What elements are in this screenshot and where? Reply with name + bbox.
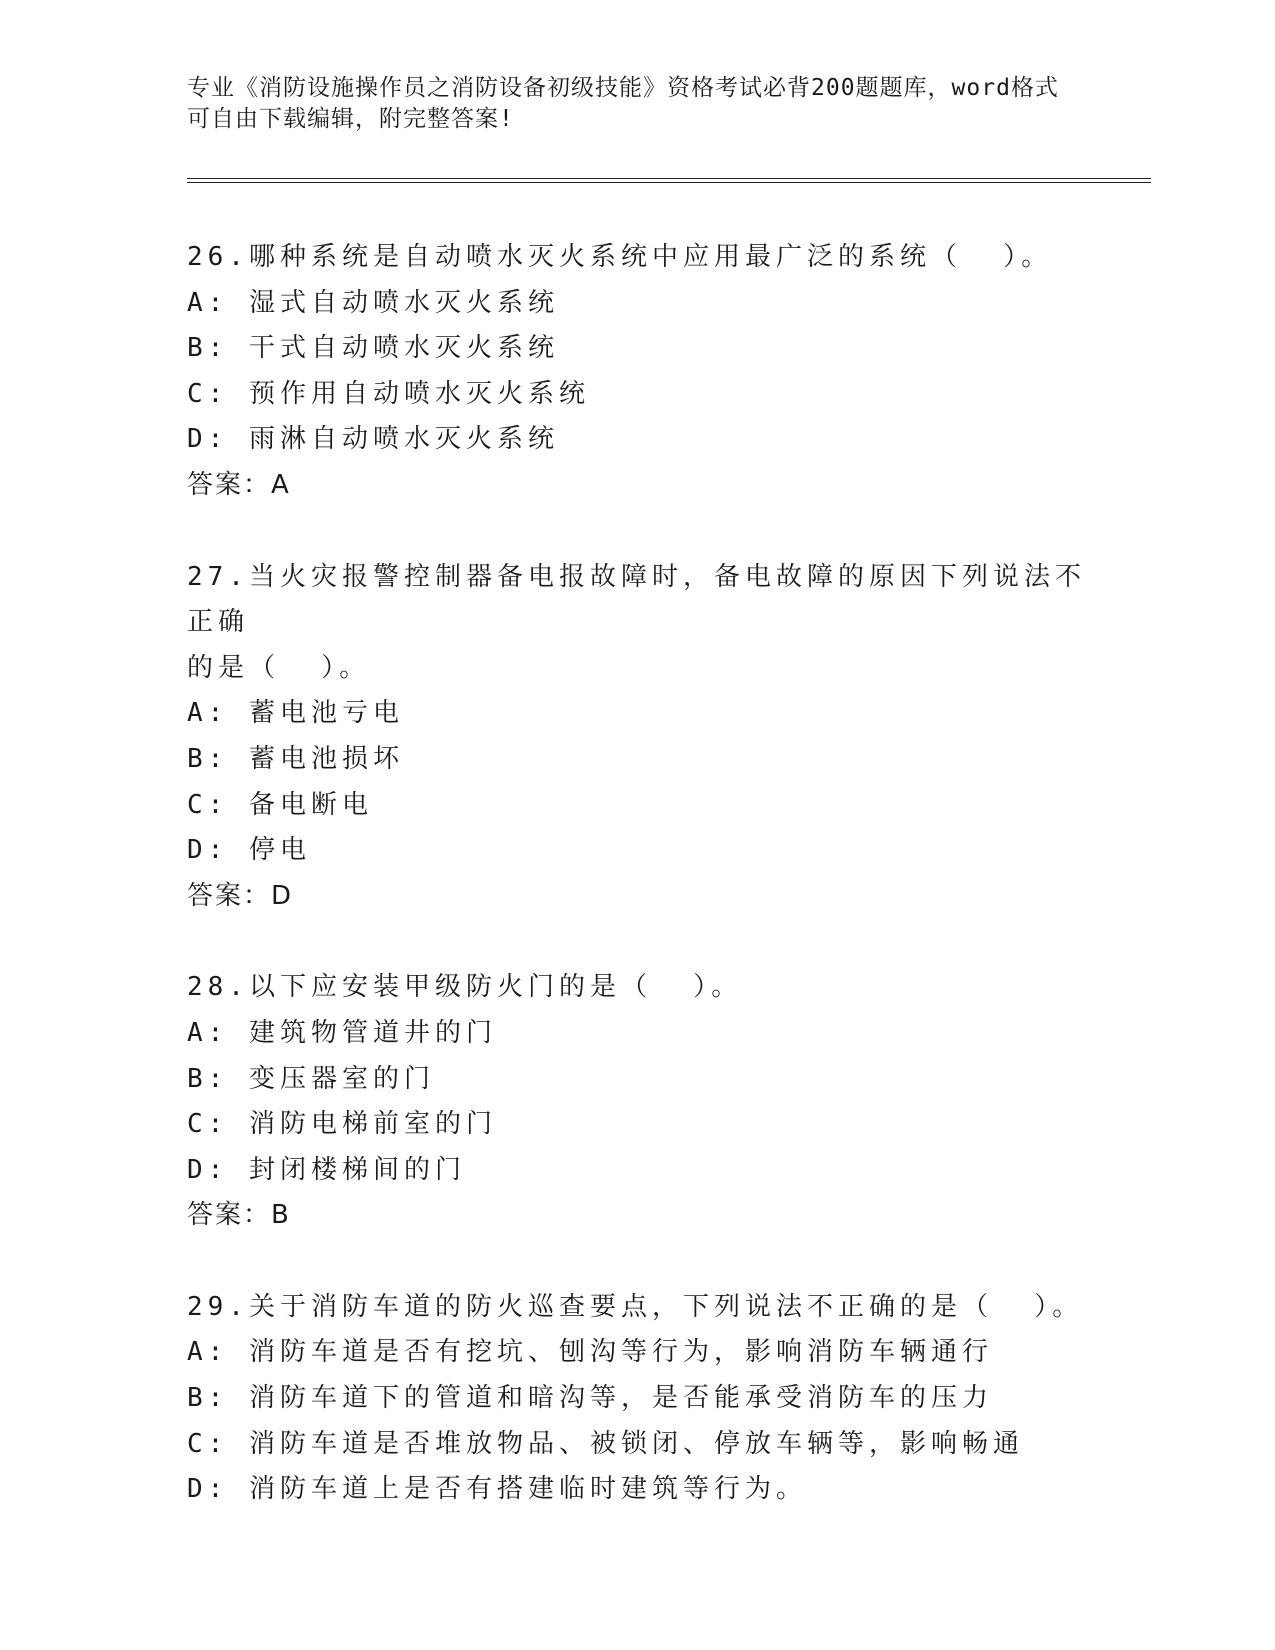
document-header: 专业《消防设施操作员之消防设备初级技能》资格考试必背200题题库，word格式可自由下载编辑，附完整答案! [187,75,1059,132]
option-c: C: 预作用自动喷水灭火系统 [187,378,590,409]
question-list [187,235,1087,1559]
question-28 [187,965,1087,1239]
option-d: D: 消防车道上是否有搭建临时建筑等行为。 [187,1474,807,1505]
option-a: A: 建筑物管道井的门 [187,1017,497,1048]
option-d: D: 封闭楼梯间的门 [187,1154,466,1185]
option-a: A: 蓄电池亏电 [187,698,404,729]
option-c: C: 消防电梯前室的门 [187,1109,497,1140]
question-stem-line-2: 的是（ ）。 [187,652,371,683]
option-b: B: 变压器室的门 [187,1063,435,1094]
answer: 答案：A [187,469,291,500]
option-c: C: 备电断电 [187,789,373,820]
option-a: A: 湿式自动喷水灭火系统 [187,287,559,318]
answer: 答案：B [187,1200,291,1231]
question-stem: 28.以下应安装甲级防火门的是（ ）。 [187,972,743,1003]
header-divider-top [187,178,1151,179]
option-a: A: 消防车道是否有挖坑、刨沟等行为，影响消防车辆通行 [187,1337,993,1368]
question-27 [187,555,1087,920]
question-26 [187,235,1087,509]
option-d: D: 雨淋自动喷水灭火系统 [187,424,559,455]
question-stem: 26.哪种系统是自动喷水灭火系统中应用最广泛的系统（ ）。 [187,242,1053,272]
header-divider-bottom [187,182,1151,183]
option-d: D: 停电 [187,835,311,866]
option-c: C: 消防车道是否堆放物品、被锁闭、停放车辆等，影响畅通 [187,1428,1024,1459]
question-stem-line-1: 27.当火灾报警控制器备电报故障时，备电故障的原因下列说法不正确 [187,561,1086,638]
option-b: B: 干式自动喷水灭火系统 [187,333,559,364]
option-b: B: 蓄电池损坏 [187,743,404,774]
question-stem: 29.关于消防车道的防火巡查要点，下列说法不正确的是（ ）。 [187,1291,1084,1322]
question-29 [187,1285,1087,1513]
answer: 答案：D [187,880,294,911]
option-b: B: 消防车道下的管道和暗沟等，是否能承受消防车的压力 [187,1383,993,1414]
